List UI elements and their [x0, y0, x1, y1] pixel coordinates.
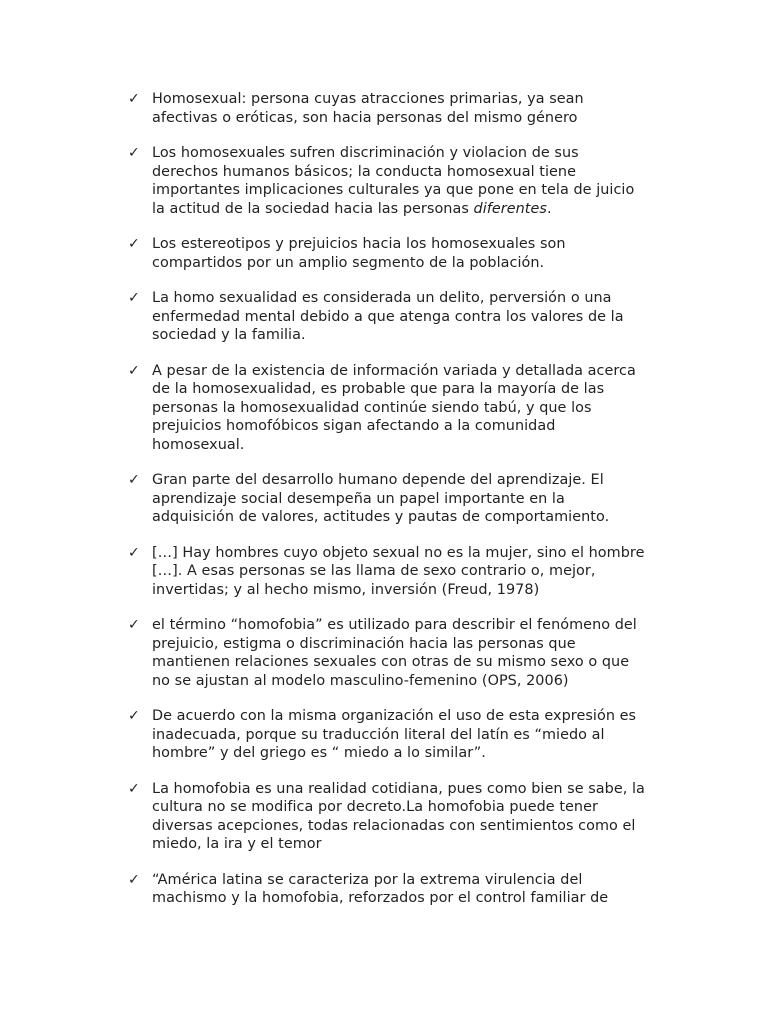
checkmark-icon: ✓: [128, 362, 140, 379]
list-item-text: La homofobia es una realidad cotidiana, pues como bien se sabe, la cultura no se modifica por decreto.La homofobia puede tener diversas acepciones, todas relacionadas con sentimientos como el miedo, la ira y el temor: [152, 780, 645, 852]
list-item-text: De acuerdo con la misma organización el uso de esta expresión es inadecuada, porque su traducción literal del latín es “miedo al hombre” y del griego es “ miedo a lo similar”.: [152, 708, 637, 761]
list-item-text-tail: .: [546, 200, 552, 217]
checkmark-icon: ✓: [128, 290, 140, 306]
list-item-text: [152, 144, 648, 218]
list-item: [128, 780, 648, 854]
list-item: [128, 871, 648, 908]
list-item: [128, 471, 648, 527]
list-item-text-emphasis: diferentes: [473, 200, 547, 217]
checkmark-icon: ✓: [128, 780, 140, 797]
list-item-text: A pesar de la existencia de información variada y detallada acerca de la homosexualidad, es probable que para la mayoría de las personas la homosexualidad continúe siendo tabú, y que los prejuicios homofóbicos sigan afectando a la comunidad homosexual.: [152, 362, 636, 453]
checkmark-icon: ✓: [128, 871, 140, 888]
list-item-text: Gran parte del desarrollo humano depende del aprendizaje. El aprendizaje social desempeña un papel importante en la adquisición de valores, actitudes y pautas de comportamiento.: [152, 472, 610, 525]
checkmark-icon: ✓: [128, 472, 140, 488]
list-item-text: “América latina se caracteriza por la extrema virulencia del machismo y la homofobia, reforzados por el control familiar de: [152, 871, 609, 906]
checkmark-icon: ✓: [128, 708, 140, 724]
list-item: [128, 90, 648, 127]
list-item: [128, 616, 648, 690]
list-item-text-main: Los homosexuales sufren discriminación y violacion de sus derechos humanos básicos; la conducta homosexual tiene importantes implicaciones culturales ya que pone en tela de juicio la actitud de la sociedad hacia las personas: [152, 145, 635, 217]
checkmark-icon: ✓: [128, 617, 140, 633]
checkmark-icon: ✓: [128, 91, 140, 107]
list-item: [128, 235, 648, 272]
bullet-list: [128, 90, 648, 925]
list-item-text: La homo sexualidad es considerada un delito, perversión o una enfermedad mental debido a que atenga contra los valores de la sociedad y la familia.: [152, 290, 624, 343]
list-item: [128, 144, 648, 218]
list-item: [128, 544, 648, 600]
list-item-text: […] Hay hombres cuyo objeto sexual no es la mujer, sino el hombre […]. A esas personas se las llama de sexo contrario o, mejor, invertidas; y al hecho mismo, inversión (Freud, 1978): [152, 544, 645, 598]
list-item: [128, 362, 648, 455]
checkmark-icon: ✓: [128, 236, 140, 252]
list-item: [128, 707, 648, 763]
checkmark-icon: ✓: [128, 145, 140, 161]
list-item: [128, 289, 648, 345]
list-item-text: Los estereotipos y prejuicios hacia los homosexuales son compartidos por un amplio segmento de la población.: [152, 236, 566, 271]
list-item-text: Homosexual: persona cuyas atracciones primarias, ya sean afectivas o eróticas, son hacia personas del mismo género: [152, 91, 584, 126]
list-item-text: el término “homofobia” es utilizado para describir el fenómeno del prejuicio, estigma o discriminación hacia las personas que mantienen relaciones sexuales con otras de su mismo sexo o que no se ajustan al modelo masculino-femenino (OPS, 2006): [152, 617, 637, 689]
checkmark-icon: ✓: [128, 544, 140, 561]
